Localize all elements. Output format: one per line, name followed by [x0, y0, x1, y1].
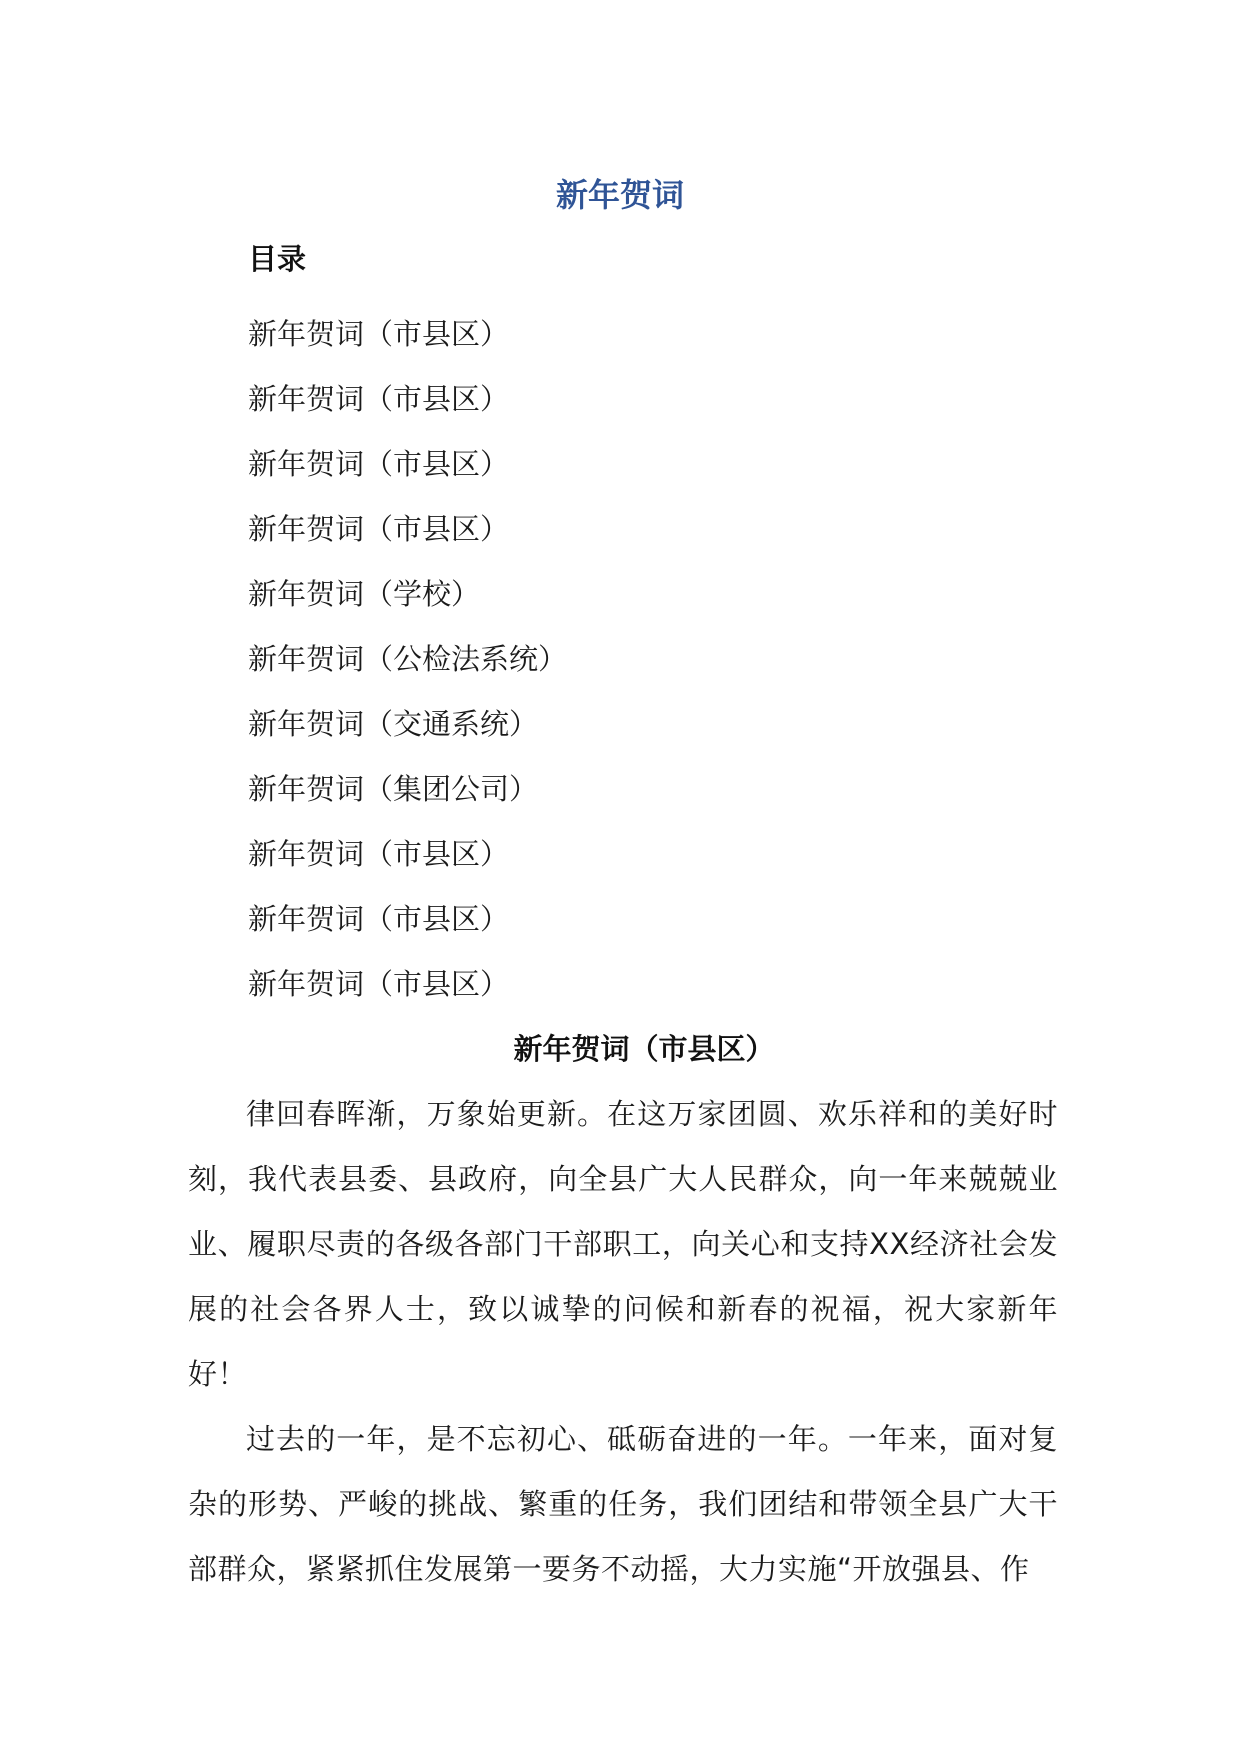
toc-heading: 目录 — [248, 242, 307, 276]
toc-item: 新年贺词（学校） — [248, 577, 481, 611]
toc-item: 新年贺词（公检法系统） — [248, 642, 568, 676]
toc-item: 新年贺词（交通系统） — [248, 707, 539, 741]
body-paragraph: 过去的一年，是不忘初心、砥砺奋进的一年。一年来，面对复杂的形势、严峻的挑战、繁重的任务，我们团结和带领全县广大干部群众，紧紧抓住发展第一要务不动摇，大力实施“开放强县、作 — [188, 1422, 1058, 1586]
document-title: 新年贺词 — [555, 176, 684, 214]
body-paragraph: 律回春晖渐，万象始更新。在这万家团圆、欢乐祥和的美好时刻，我代表县委、县政府，向全县广大人民群众，向一年来兢兢业业、履职尽责的各级各部门干部职工，向关心和支持XX经济社会发展的社会各界人士，致以诚挚的问候和新春的祝福，祝大家新年好！ — [188, 1097, 1058, 1391]
toc-item: 新年贺词（市县区） — [248, 837, 510, 871]
toc-item: 新年贺词（市县区） — [248, 902, 510, 936]
toc-item: 新年贺词（市县区） — [248, 317, 510, 351]
toc-item: 新年贺词（集团公司） — [248, 772, 539, 806]
table-of-contents — [248, 302, 567, 1017]
section-title: 新年贺词（市县区） — [513, 1032, 775, 1066]
toc-item: 新年贺词（市县区） — [248, 967, 510, 1001]
toc-item: 新年贺词（市县区） — [248, 512, 510, 546]
section-body — [188, 1082, 1058, 1602]
toc-item: 新年贺词（市县区） — [248, 382, 510, 416]
toc-item: 新年贺词（市县区） — [248, 447, 510, 481]
